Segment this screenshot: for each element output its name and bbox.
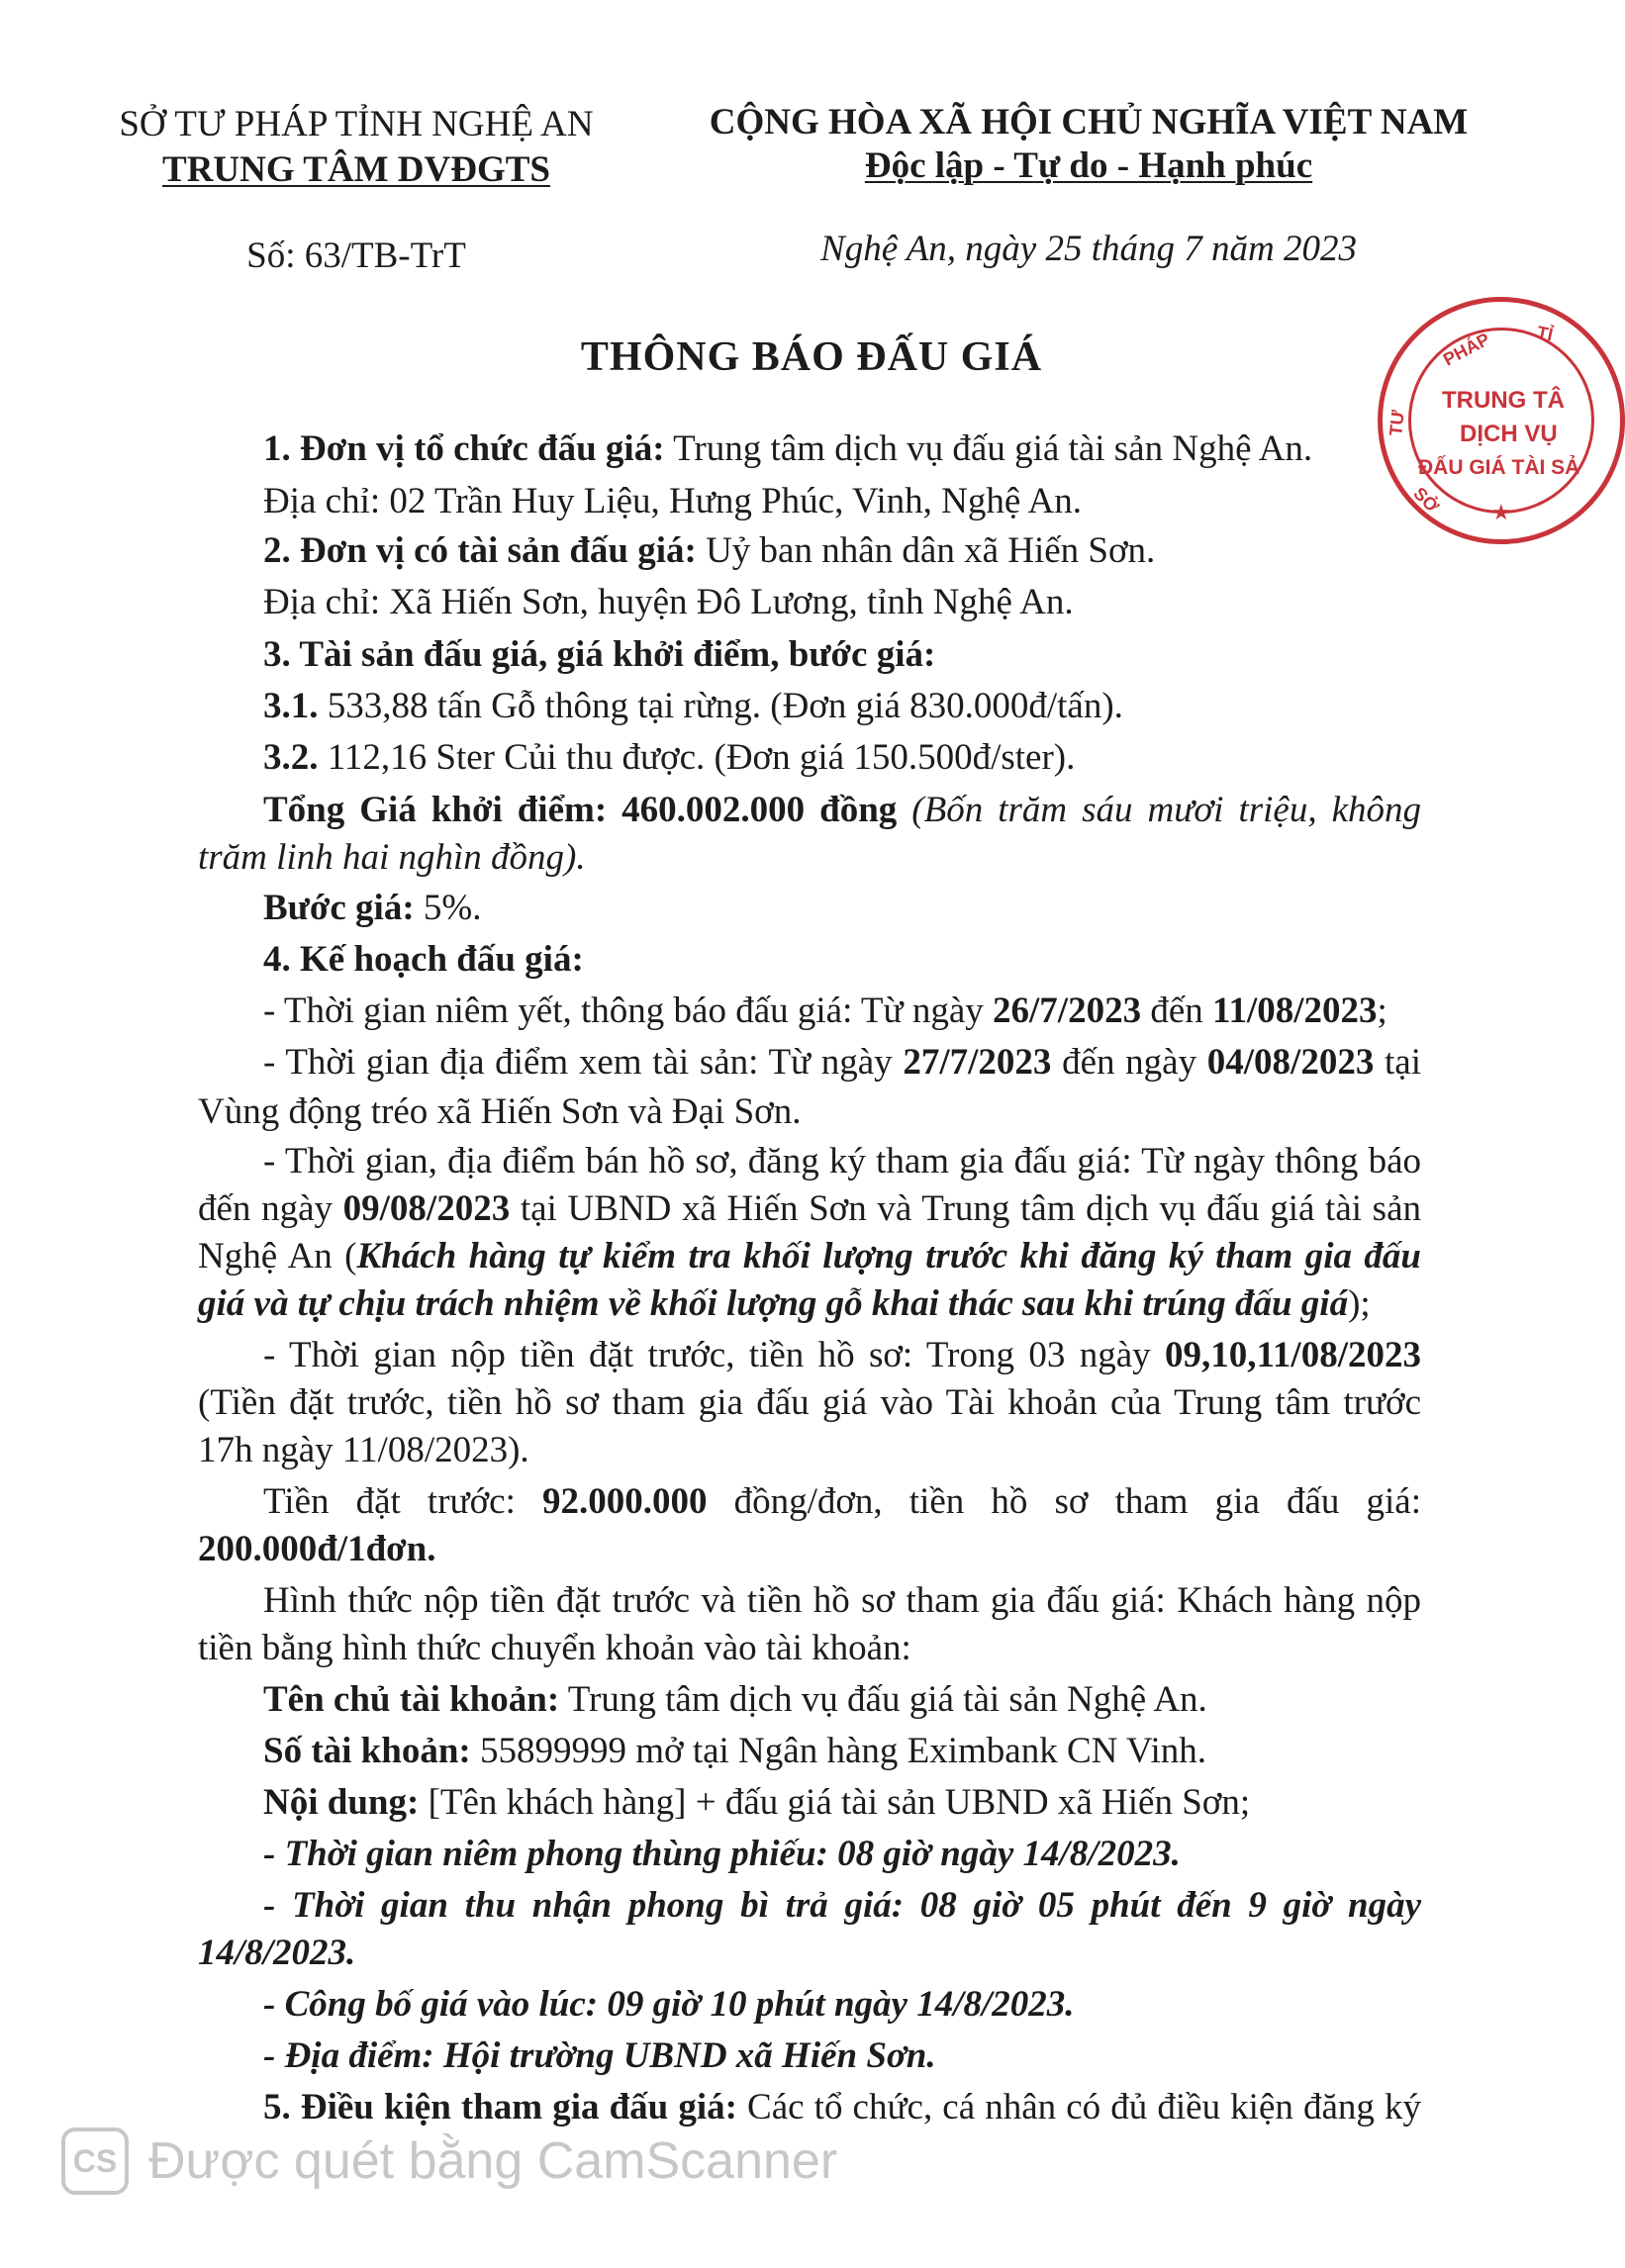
dossier-fee-value: 200.000đ/1đơn. [198, 1529, 436, 1569]
asset-item-2-text: 112,16 Ster Củi thu được. (Đơn giá 150.500đ/ster). [318, 737, 1076, 778]
customer-note-cont: giá và tự chịu trách nhiệm về khối lượng gỗ khai thác sau khi trúng đấu giá [198, 1283, 1349, 1324]
section-1-value: Trung tâm dịch vụ đấu giá tài sản Nghệ An. [664, 428, 1313, 469]
deposit-amount-line-1 [263, 1480, 1421, 1524]
asset-item-1-number: 3.1. [263, 686, 319, 726]
camscanner-logo-icon: CS [61, 2127, 129, 2195]
section-1-line [263, 427, 1312, 471]
listing-end-date: 11/08/2023 [1212, 991, 1378, 1031]
price-step [263, 887, 481, 930]
deposit-period-text: - Thời gian nộp tiền đặt trước, tiền hồ sơ: Trong 03 ngày [263, 1335, 1165, 1375]
price-step-label: Bước giá: [263, 888, 415, 928]
document-number: Số: 63/TB-TrT [246, 236, 466, 276]
dossier-fee-label: đồng/đơn, tiền hồ sơ tham gia đấu giá: [707, 1481, 1421, 1522]
section-1-label: 1. Đơn vị tổ chức đấu giá: [263, 428, 665, 469]
deposit-period-line-3: 17h ngày 11/08/2023). [198, 1430, 529, 1470]
viewing-location-prefix: tại [1374, 1042, 1421, 1083]
viewing-to: đến ngày [1051, 1042, 1207, 1083]
payment-method-line-2: tiền bằng hình thức chuyển khoản vào tài khoản: [198, 1628, 911, 1668]
price-announce-time: - Công bố giá vào lúc: 09 giờ 10 phút ngày 14/8/2023. [263, 1984, 1075, 2025]
transfer-content-label: Nội dung: [263, 1782, 420, 1823]
center-name: TRUNG TÂM DVĐGTS [162, 149, 550, 190]
asset-item-1-text: 533,88 tấn Gỗ thông tại rừng. (Đơn giá 830.000đ/tấn). [318, 686, 1123, 726]
viewing-period-text: - Thời gian địa điểm xem tài sản: Từ ngày [263, 1042, 904, 1083]
transfer-content-value: [Tên khách hàng] + đấu giá tài sản UBND xã Hiến Sơn; [419, 1782, 1251, 1823]
payment-method-line-1: Hình thức nộp tiền đặt trước và tiền hồ sơ tham gia đấu giá: Khách hàng nộp [263, 1580, 1421, 1621]
total-price-label: Tổng Giá khởi điểm: 460.002.000 đồng [263, 790, 898, 830]
place-date: Nghệ An, ngày 25 tháng 7 năm 2023 [820, 229, 1357, 269]
section-2-label: 2. Đơn vị có tài sản đấu giá: [263, 530, 697, 571]
section-2-value: Uỷ ban nhân dân xã Hiến Sơn. [696, 530, 1156, 571]
red-seal-stamp [1378, 297, 1625, 544]
registration-period-line-3 [198, 1235, 1421, 1278]
viewing-location: Vùng động tréo xã Hiến Sơn và Đại Sơn. [198, 1091, 802, 1132]
registration-to: đến ngày [198, 1188, 343, 1229]
deposit-period-line-1 [263, 1334, 1421, 1377]
bid-receive-time-line-2: 14/8/2023. [198, 1933, 356, 1973]
asset-item-1 [263, 685, 1123, 728]
registration-end-date: 09/08/2023 [342, 1188, 511, 1229]
viewing-start-date: 27/7/2023 [903, 1042, 1052, 1083]
viewing-period [263, 1041, 1421, 1085]
deposit-amount-label: Tiền đặt trước: [263, 1481, 542, 1522]
section-2-line [263, 529, 1155, 573]
customer-note: Khách hàng tự kiểm tra khối lượng trước khi đăng ký tham gia đấu [356, 1236, 1421, 1276]
section-5-value: Các tổ chức, cá nhân có đủ điều kiện đăng ký [736, 2087, 1421, 2127]
listing-period [263, 990, 1387, 1033]
account-name [263, 1678, 1207, 1722]
listing-to: đến [1141, 991, 1213, 1031]
section-5-line [263, 2086, 1421, 2129]
seal-text-line-2: DỊCH VỤ [1460, 421, 1558, 447]
section-4-heading: 4. Kế hoạch đấu giá: [263, 939, 584, 980]
seal-arc-bottom: SỞ [1409, 483, 1443, 517]
account-name-value: Trung tâm dịch vụ đấu giá tài sản Nghệ An. [559, 1679, 1207, 1720]
price-step-value: 5%. [414, 888, 482, 928]
account-number-label: Số tài khoản: [263, 1731, 471, 1771]
section-1-address: Địa chỉ: 02 Trần Huy Liệu, Hưng Phúc, Vinh, Nghệ An. [263, 481, 1083, 521]
registration-period-line-2 [198, 1187, 1421, 1231]
document-title: THÔNG BÁO ĐẤU GIÁ [580, 334, 1043, 380]
deposit-amount-value: 92.000.000 [541, 1481, 708, 1522]
listing-start-date: 26/7/2023 [993, 991, 1142, 1031]
ballot-seal-time: - Thời gian niêm phong thùng phiếu: 08 giờ ngày 14/8/2023. [263, 1834, 1181, 1874]
customer-note-end: ); [1348, 1283, 1371, 1324]
registration-period-line-4 [198, 1282, 1371, 1326]
registration-location: tại UBND xã Hiến Sơn và Trung tâm dịch vụ đấu giá tài sản [510, 1188, 1421, 1229]
listing-period-text: - Thời gian niêm yết, thông báo đấu giá: Từ ngày [263, 991, 994, 1031]
seal-text-line-1: TRUNG TÂ [1442, 387, 1565, 414]
section-3-heading: 3. Tài sản đấu giá, giá khởi điểm, bước giá: [263, 634, 936, 675]
national-motto: Độc lập - Tự do - Hạnh phúc [864, 145, 1313, 186]
seal-text-line-3: ĐẤU GIÁ TÀI SẢ [1418, 456, 1580, 479]
seal-star-icon: ★ [1491, 500, 1511, 524]
camscanner-watermark [61, 2127, 837, 2195]
transfer-content [263, 1781, 1250, 1825]
asset-item-2 [263, 736, 1075, 780]
total-price-words-cont: trăm linh hai nghìn đồng). [198, 837, 586, 878]
seal-arc-top-right: TỈ [1535, 322, 1556, 345]
viewing-end-date: 04/08/2023 [1206, 1042, 1375, 1083]
seal-arc-top: PHÁP [1439, 329, 1493, 370]
account-name-label: Tên chủ tài khoản: [263, 1679, 560, 1720]
account-number [263, 1730, 1206, 1773]
deposit-dates: 09,10,11/08/2023 [1164, 1335, 1421, 1375]
registration-place-cont: Nghệ An ( [198, 1236, 357, 1276]
total-starting-price [263, 789, 1421, 832]
auction-venue: - Địa điểm: Hội trường UBND xã Hiến Sơn. [263, 2035, 936, 2076]
camscanner-text: Được quét bằng CamScanner [148, 2132, 838, 2190]
bid-receive-time-line-1: - Thời gian thu nhận phong bì trả giá: 08 giờ 05 phút đến 9 giờ ngày [263, 1885, 1421, 1926]
registration-period-line-1: - Thời gian, địa điểm bán hồ sơ, đăng ký tham gia đấu giá: Từ ngày thông báo [263, 1141, 1421, 1181]
national-title: CỘNG HÒA XÃ HỘI CHỦ NGHĨA VIỆT NAM [709, 102, 1469, 142]
deposit-period-line-2: (Tiền đặt trước, tiền hồ sơ tham gia đấu giá vào Tài khoản của Trung tâm trước [198, 1382, 1421, 1423]
total-price-words: (Bốn trăm sáu mươi triệu, không [897, 790, 1421, 830]
asset-item-2-number: 3.2. [263, 737, 319, 778]
agency-name: SỞ TƯ PHÁP TỈNH NGHỆ AN [119, 104, 594, 144]
listing-end-punct: ; [1377, 991, 1387, 1031]
account-number-value: 55899999 mở tại Ngân hàng Eximbank CN Vinh. [470, 1731, 1206, 1771]
seal-arc-left: TƯ [1386, 409, 1408, 437]
section-5-label: 5. Điều kiện tham gia đấu giá: [263, 2087, 737, 2127]
section-2-address: Địa chỉ: Xã Hiến Sơn, huyện Đô Lương, tỉnh Nghệ An. [263, 582, 1074, 622]
